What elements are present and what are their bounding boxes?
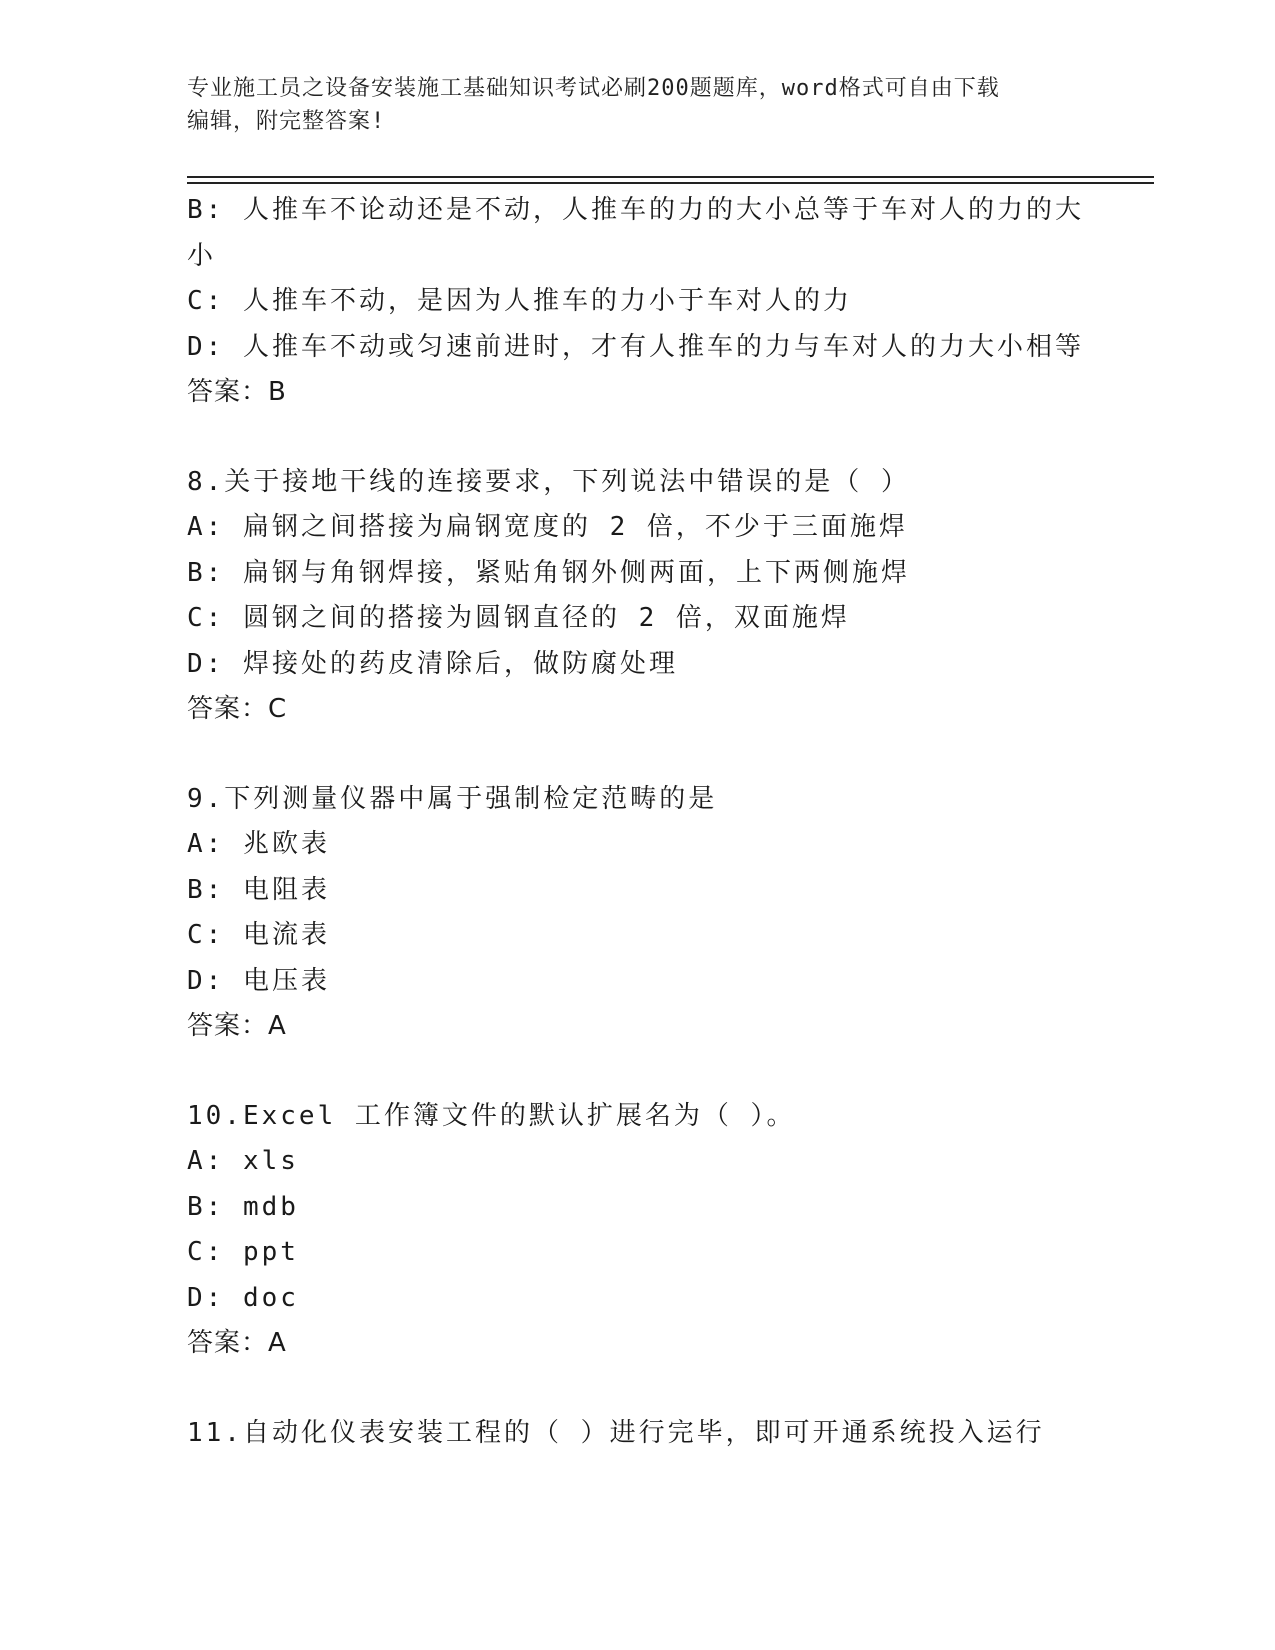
option-a: A: xls bbox=[187, 1146, 299, 1176]
question-spacer bbox=[187, 1367, 1087, 1411]
option-c: C: 圆钢之间的搭接为圆钢直径的 2 倍，双面施焊 bbox=[187, 603, 850, 633]
answer-text: 答案：A bbox=[187, 1011, 287, 1041]
option-b: B: 人推车不论动还是不动，人推车的力的大小总等于车对人的力的大 bbox=[187, 195, 1084, 225]
question-8 bbox=[187, 460, 1087, 733]
question-spacer bbox=[187, 416, 1087, 460]
option-b: B: 扁钢与角钢焊接，紧贴角钢外侧两面，上下两侧施焊 bbox=[187, 557, 910, 588]
option-b-continued: 小 bbox=[187, 240, 217, 271]
question-text: 10.Excel 工作簿文件的默认扩展名为（ ）。 bbox=[187, 1100, 796, 1131]
answer-text: 答案：A bbox=[187, 1328, 287, 1358]
question-7 bbox=[187, 188, 1087, 416]
question-spacer bbox=[187, 733, 1087, 777]
question-10 bbox=[187, 1094, 1087, 1367]
option-d: D: 焊接处的药皮清除后，做防腐处理 bbox=[187, 648, 678, 679]
header-divider-top bbox=[187, 176, 1154, 178]
header-title-line1: 专业施工员之设备安装施工基础知识考试必刷200题题库，word格式可自由下载 bbox=[187, 76, 1000, 101]
option-c: C: 人推车不动，是因为人推车的力小于车对人的力 bbox=[187, 286, 852, 316]
header-title-line2: 编辑，附完整答案! bbox=[187, 109, 386, 134]
question-spacer bbox=[187, 1050, 1087, 1094]
option-b: B: mdb bbox=[187, 1191, 299, 1222]
question-list bbox=[187, 188, 1087, 1456]
option-d: D: 人推车不动或匀速前进时，才有人推车的力与车对人的力大小相等 bbox=[187, 331, 1084, 362]
page-header bbox=[187, 72, 1067, 138]
option-d: D: 电压表 bbox=[187, 965, 330, 996]
option-c: C: ppt bbox=[187, 1237, 299, 1267]
option-c: C: 电流表 bbox=[187, 920, 330, 950]
question-text: 8.关于接地干线的连接要求，下列说法中错误的是（ ） bbox=[187, 466, 910, 497]
answer-text: 答案：B bbox=[187, 377, 287, 407]
option-a: A: 扁钢之间搭接为扁钢宽度的 2 倍，不少于三面施焊 bbox=[187, 512, 908, 542]
question-9 bbox=[187, 777, 1087, 1050]
option-d: D: doc bbox=[187, 1282, 299, 1313]
option-b: B: 电阻表 bbox=[187, 874, 330, 905]
answer-text: 答案：C bbox=[187, 694, 288, 724]
question-text: 11.自动化仪表安装工程的（ ）进行完毕，即可开通系统投入运行 bbox=[187, 1417, 1045, 1448]
header-divider-bottom bbox=[187, 182, 1154, 184]
question-11 bbox=[187, 1411, 1087, 1457]
option-a: A: 兆欧表 bbox=[187, 829, 330, 859]
question-text: 9.下列测量仪器中属于强制检定范畴的是 bbox=[187, 783, 718, 814]
